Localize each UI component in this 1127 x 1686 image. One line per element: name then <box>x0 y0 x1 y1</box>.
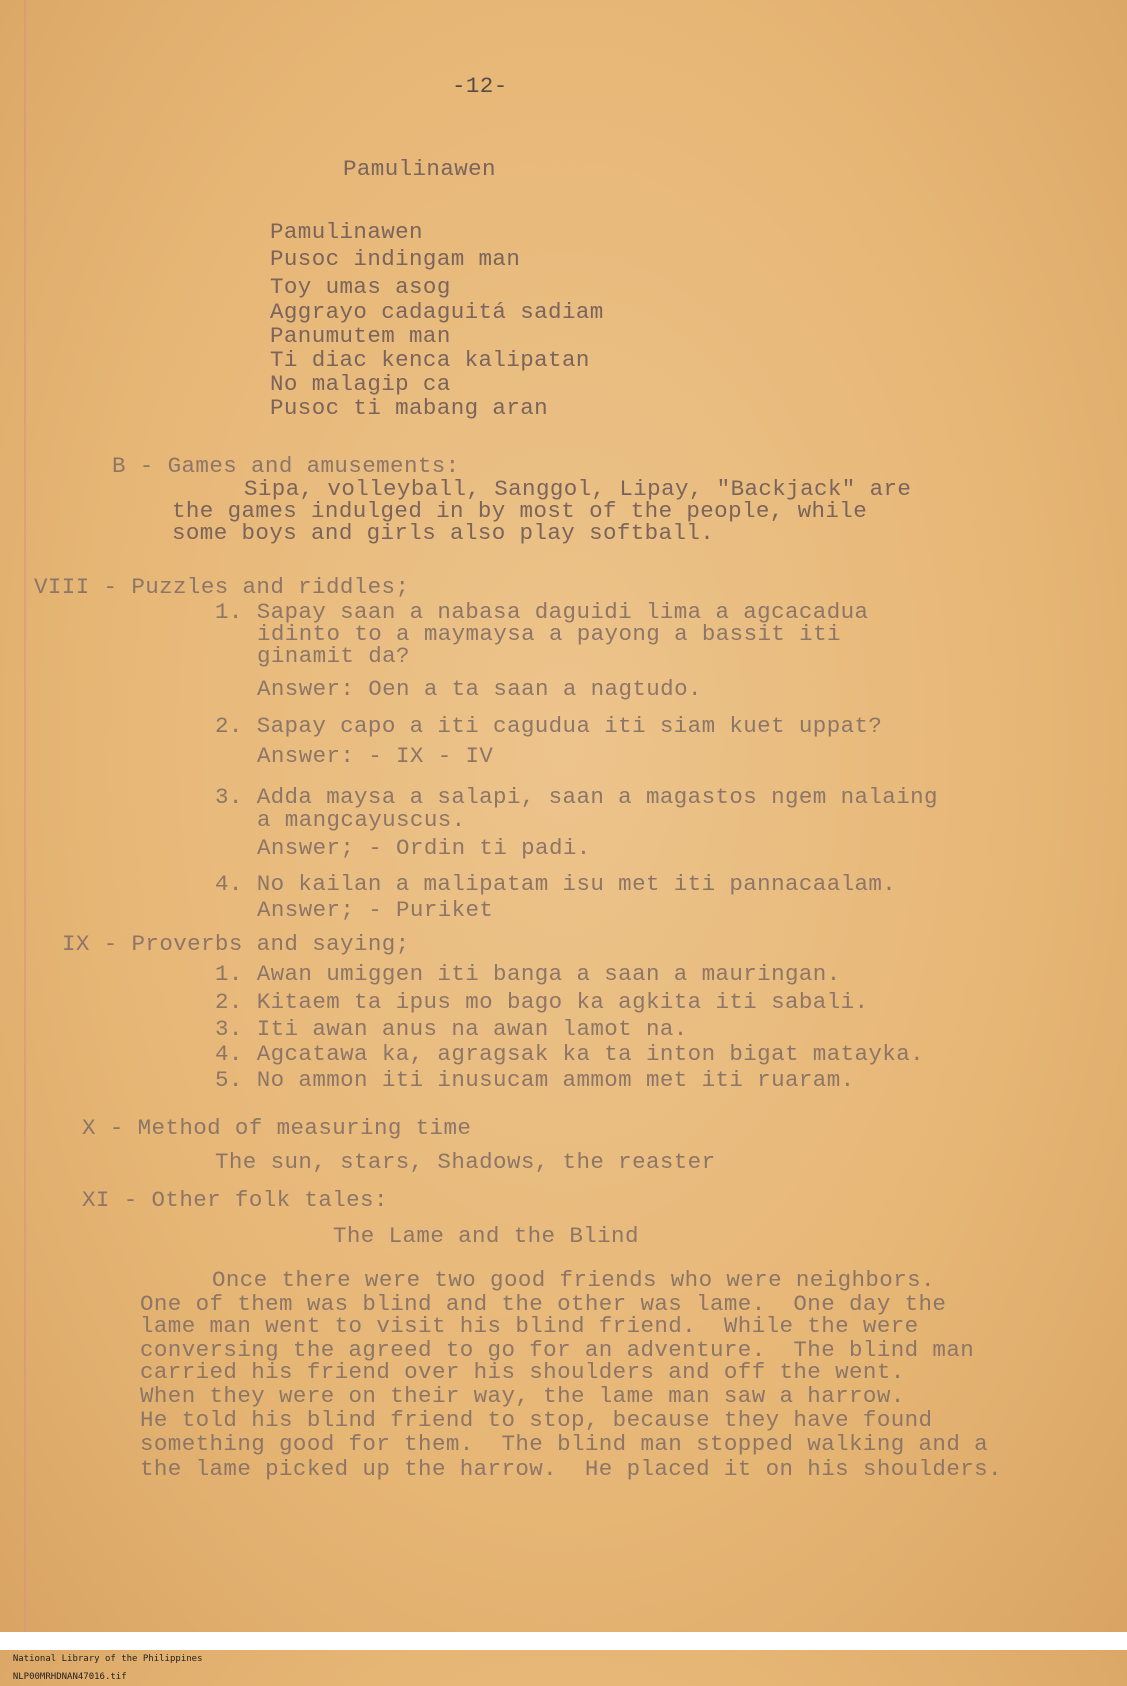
riddle-line: a mangcayuscus. <box>257 807 466 833</box>
story-line: One of them was blind and the other was lame. One day the <box>140 1291 947 1317</box>
riddle-line: 1. Sapay saan a nabasa daguidi lima a agcacadua <box>215 599 869 625</box>
section-heading-proverbs: IX - Proverbs and saying; <box>62 931 410 957</box>
song-line: Pusoc indingam man <box>270 246 521 272</box>
story-line: something good for them. The blind man stopped walking and a <box>140 1431 989 1457</box>
riddle-line: 4. No kailan a malipatam isu met iti pannacaalam. <box>215 871 897 897</box>
riddle-line: 3. Adda maysa a salapi, saan a magastos ngem nalaing <box>215 784 938 810</box>
song-line: No malagip ca <box>270 371 451 397</box>
riddle-line: idinto to a maymaysa a payong a bassit iti <box>257 621 841 647</box>
riddle-line: 2. Sapay capo a iti cagudua iti siam kuet uppat? <box>215 713 883 739</box>
song-title: Pamulinawen <box>343 156 496 182</box>
song-line: Toy umas asog <box>270 274 451 300</box>
story-line: He told his blind friend to stop, because they have found <box>140 1407 933 1433</box>
proverb: 4. Agcatawa ka, agragsak ka ta inton bigat matayka. <box>215 1041 925 1067</box>
riddle-line: ginamit da? <box>257 643 410 669</box>
riddle-answer: Answer; - Puriket <box>257 897 494 923</box>
song-line: Pusoc ti mabang aran <box>270 395 549 421</box>
games-text: the games indulged in by most of the people, while <box>172 498 868 524</box>
games-text: Sipa, volleyball, Sanggol, Lipay, "Backjack" are <box>244 476 912 502</box>
story-line: Once there were two good friends who were neighbors. <box>212 1267 935 1293</box>
song-line: Ti diac kenca kalipatan <box>270 347 590 373</box>
section-heading-folktales: XI - Other folk tales: <box>82 1187 388 1213</box>
footer-filename: NLP00MRHDNAN47016.tif <box>12 1672 127 1682</box>
proverb: 2. Kitaem ta ipus mo bago ka agkita iti sabali. <box>215 989 869 1015</box>
archive-footer <box>0 1632 1127 1682</box>
footer-library: National Library of the Philippines <box>12 1654 203 1664</box>
time-text: The sun, stars, Shadows, the reaster <box>215 1149 716 1175</box>
story-line: the lame picked up the harrow. He placed it on his shoulders. <box>140 1456 1002 1482</box>
riddle-answer: Answer: - IX - IV <box>257 743 494 769</box>
section-heading-puzzles: VIII - Puzzles and riddles; <box>34 574 410 600</box>
section-heading-time: X - Method of measuring time <box>82 1115 472 1141</box>
proverb: 5. No ammon iti inusucam ammom met iti ruaram. <box>215 1067 855 1093</box>
story-line: conversing the agreed to go for an adventure. The blind man <box>140 1337 975 1363</box>
proverb: 3. Iti awan anus na awan lamot na. <box>215 1016 688 1042</box>
song-line: Panumutem man <box>270 323 451 349</box>
margin-rule <box>24 0 26 1632</box>
section-heading-games: B - Games and amusements: <box>112 453 460 479</box>
proverb: 1. Awan umiggen iti banga a saan a mauringan. <box>215 961 841 987</box>
story-title: The Lame and the Blind <box>333 1223 639 1249</box>
story-line: carried his friend over his shoulders and off the went. <box>140 1359 905 1385</box>
games-text: some boys and girls also play softball. <box>172 520 715 546</box>
riddle-answer: Answer: Oen a ta saan a nagtudo. <box>257 676 702 702</box>
story-line: lame man went to visit his blind friend. While the were <box>140 1313 919 1339</box>
story-line: When they were on their way, the lame man saw a harrow. <box>140 1383 905 1409</box>
song-line: Aggrayo cadaguitá sadiam <box>270 299 604 325</box>
riddle-answer: Answer; - Ordin ti padi. <box>257 835 591 861</box>
page-number: -12- <box>452 73 508 99</box>
song-line: Pamulinawen <box>270 219 423 245</box>
